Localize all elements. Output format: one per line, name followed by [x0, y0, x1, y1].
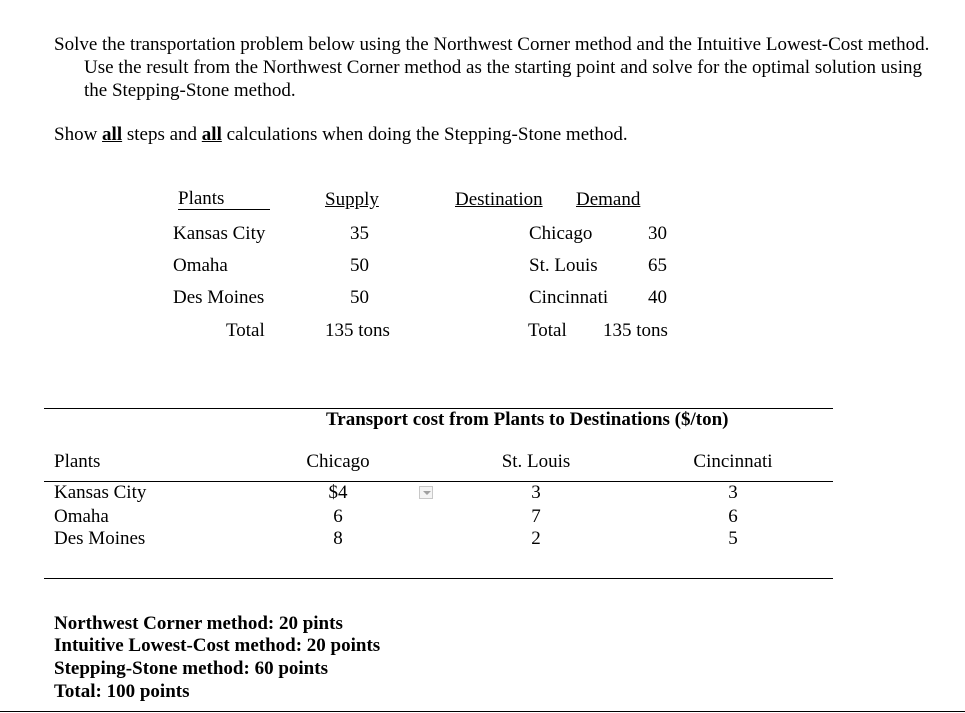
- instructions: [54, 33, 934, 102]
- demand-header: Demand: [576, 189, 641, 210]
- show-suffix: calculations when doing the Stepping-Stone method.: [221, 124, 628, 145]
- supply-total-value: 135 tons: [325, 320, 390, 341]
- supply-header: Supply: [325, 189, 379, 210]
- cost-cell: 2: [531, 528, 541, 549]
- cost-table-title: Transport cost from Plants to Destinations ($/ton): [326, 409, 729, 430]
- demand-chicago: 30: [648, 223, 667, 244]
- supply-plants-header: Plants: [178, 189, 270, 210]
- cost-cell: 7: [531, 506, 541, 527]
- grading-total: Total: 100 points: [54, 681, 190, 702]
- cost-table-bottom-rule: [44, 578, 833, 579]
- cost-cell: $4: [328, 482, 348, 503]
- page-bottom-rule: [0, 711, 965, 712]
- supply-value-omaha: 50: [350, 255, 369, 276]
- demand-total-value: 135 tons: [603, 320, 668, 341]
- cost-cell: 5: [728, 528, 738, 549]
- cost-plant-omaha: Omaha: [54, 506, 109, 527]
- cost-cell: 6: [728, 506, 738, 527]
- cost-header-chicago: Chicago: [306, 451, 370, 472]
- cost-cell: 8: [333, 528, 343, 549]
- supply-total-label: Total: [226, 320, 265, 341]
- destination-header: Destination: [455, 189, 543, 210]
- grading-northwest-corner: Northwest Corner method: 20 pints: [54, 613, 343, 634]
- demand-st-louis: 65: [648, 255, 667, 276]
- show-middle: steps and: [122, 124, 202, 145]
- demand-total-label: Total: [528, 320, 567, 341]
- supply-plant-omaha: Omaha: [173, 255, 228, 276]
- cost-plant-kansas-city: Kansas City: [54, 482, 147, 503]
- destination-chicago: Chicago: [529, 223, 593, 244]
- show-all-emphasis-1: all: [102, 124, 123, 145]
- grading-lowest-cost: Intuitive Lowest-Cost method: 20 points: [54, 635, 381, 656]
- show-all-emphasis-2: all: [201, 124, 222, 145]
- destination-cincinnati: Cincinnati: [529, 287, 609, 308]
- cost-cell: 3: [531, 482, 541, 503]
- cost-header-st-louis: St. Louis: [501, 451, 571, 472]
- cost-header-cincinnati: Cincinnati: [693, 451, 773, 472]
- supply-plant-kansas-city: Kansas City: [173, 223, 266, 244]
- cost-header-plants: Plants: [54, 451, 101, 472]
- supply-plant-des-moines: Des Moines: [173, 287, 265, 308]
- cost-cell: 3: [728, 482, 738, 503]
- supply-value-kansas-city: 35: [350, 223, 369, 244]
- autofill-dropdown-icon[interactable]: [419, 486, 433, 499]
- grading-stepping-stone: Stepping-Stone method: 60 points: [54, 658, 328, 679]
- show-prefix: Show: [54, 124, 103, 145]
- supply-value-des-moines: 50: [350, 287, 369, 308]
- destination-st-louis: St. Louis: [529, 255, 598, 276]
- demand-cincinnati: 40: [648, 287, 667, 308]
- cost-cell: 6: [333, 506, 343, 527]
- instructions-paragraph: Solve the transportation problem below using the Northwest Corner method and the Intuitive Lowest-Cost method. Use the result from the Northwest Corner method as the starting point and solve for the optimal solution using the Stepping-Stone method.: [54, 34, 930, 101]
- cost-plant-des-moines: Des Moines: [54, 528, 146, 549]
- show-steps-line: [54, 124, 628, 146]
